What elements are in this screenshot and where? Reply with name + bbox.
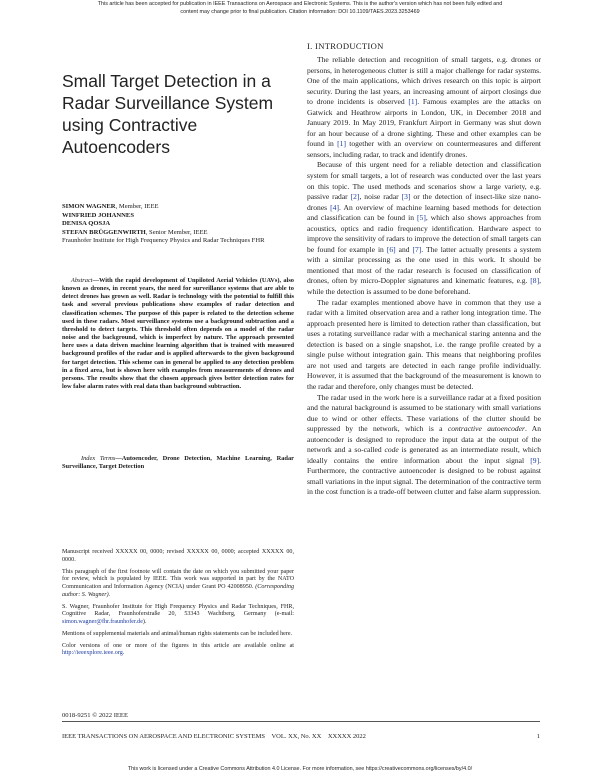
citation-link[interactable]: [9]	[530, 455, 540, 465]
body-text: or the detection of insect-like size nano-drones	[307, 192, 541, 212]
footnote-funding: This paragraph of the first footnote will contain the date on which you submitted your paper for review, which is populated by IEEE. This work was supported in part by the NATO Communication and Information Agency (NCIA) under Grant PO 42008950. (Corresponding author: S. Wagner).	[62, 568, 294, 598]
author-name: SIMON WAGNER	[62, 203, 116, 210]
index-terms-lead: Index Terms	[80, 455, 116, 462]
citation-link[interactable]: [8]	[530, 276, 540, 286]
footer-rule	[62, 721, 540, 722]
citation-link[interactable]: [1]	[408, 97, 418, 107]
citation-link[interactable]: [2]	[350, 192, 360, 202]
author-block	[62, 203, 294, 246]
author	[62, 220, 294, 229]
index-terms-text: —Autoencoder, Drone Detection, Machine Learning, Radar Surveillance, Target Detection	[62, 455, 295, 471]
intro-paragraph-2	[307, 160, 541, 297]
body-text: is generated as an intermediate result, which ideally contains the entire information about the input signal	[307, 445, 541, 465]
abstract-lead: Abstract	[70, 277, 93, 284]
top-banner	[0, 0, 600, 16]
paper-title: Small Target Detection in a Radar Surveillance System using Contractive Autoencoders	[62, 71, 274, 157]
intro-paragraph-3	[307, 298, 541, 393]
corresponding-author: (Corresponding author: S. Wagner).	[62, 584, 294, 598]
citation-link[interactable]: [6]	[386, 244, 396, 254]
first-page-notes	[62, 549, 294, 662]
emphasis-text: code	[384, 445, 399, 455]
body-text: The reliable detection and recognition of small targets, e.g. drones or persons, in heterogeneous clutter is still a major challenge for radar systems. One of the main applications, which drives research on this topic is airport security. During the last years, an increasing amount of airport closings due to drone incidents is observed	[307, 55, 541, 107]
citation-link[interactable]: [4]	[330, 202, 339, 212]
body-text: The radar examples mentioned above have in common that they use a radar with a limited observation area and a rather long integration time. The approach presented here is limited to detection rather than classification, but uses a rotating surveillance radar with a mechanical staring antenna and the detection is based on a single snapshot, i.e. the range profile created by a single pulse without integration gain. This means that neighboring profiles are not used and targets are detected in each range profile individually. However, it is assumed that the background of the measurement is known to the radar and therefore, only changes must be detected.	[307, 297, 541, 391]
body-text: , while the detection is assumed to be done beforehand.	[307, 276, 541, 297]
footer-journal: IEEE TRANSACTIONS ON AEROSPACE AND ELECTRONIC SYSTEMS VOL. XX, No. XX XXXXX 2022	[62, 733, 366, 740]
intro-paragraph-4	[307, 393, 541, 498]
index-terms	[62, 455, 294, 471]
body-text: . Famous examples are the attacks on Gatwick and Heathrow airports in London, UK, in December 2018 and January 2019. In May 2019, Frankfurt Airport in Germany was shut down for an hour because of a drone sighting. These and other examples can be found in	[307, 97, 541, 149]
section-heading: I. INTRODUCTION	[307, 41, 384, 51]
body-text: . An autoencoder is designed to reproduce the input data at the output of the network and a so-called	[307, 424, 541, 455]
author	[62, 203, 294, 212]
citation-link[interactable]: [1]	[337, 139, 346, 149]
color-note: Color versions of one or more of the figures in this article are available online at http://ieeexplore.ieee.org.	[62, 642, 294, 657]
body-text: , which also shows approaches from acoustics, optics and radio frequency identification. Hardware aspect to improve the sensitivity of radars to improve the detection of small targets can be found for example in	[307, 213, 542, 254]
citation-link[interactable]: [5]	[417, 213, 426, 223]
author-name: WINFRIED JOHANNES	[62, 211, 134, 219]
affiliation: Fraunhofer Institute for High Frequency Physics and Radar Techniques FHR	[62, 237, 265, 245]
abstract	[62, 277, 294, 391]
ieeexplore-link[interactable]: http://ieeexplore.ieee.org	[62, 650, 123, 657]
author	[62, 229, 294, 238]
author-name: DENISA QOSJA	[62, 220, 111, 228]
author-role: , Senior Member, IEEE	[145, 228, 208, 236]
introduction-body	[307, 55, 541, 498]
body-text: together with an overview on countermeasures and different sensors, including radar, to track and identify drones.	[307, 139, 541, 159]
top-banner-line2: content may change prior to final publication. Citation information: DOI 10.1109/TAES.2023.3253469	[180, 9, 420, 15]
abstract-text: —With the rapid development of Unpiloted Aerial Vehicles (UAVs), also known as drones, in recent years, the need for surveillance systems that are able to detect drones has grown as well. Radar is technology with the potential to fulfill this task and several previous publications show examples of radar detection and classification schemes. The purpose of this paper is related to the detection scheme used in these radars. Most surveillance systems use a background subtraction and a threshold to detect targets. This threshold often depends on a model of the radar noise and the background, which is imperfect by nature. The approach presented here uses a data driven machine learning algorithm that is trained with measured background profiles of the radar and is applied afterwards to the given background for target detection. This scheme can in general be applied to any detection problem in a fixed area, but is shown here with examples from measurements of drones and persons. The results show that the chosen approach gives better detection rates for low false alarm rates with real data than background subtraction.	[62, 277, 295, 391]
citation-link[interactable]: [3]	[401, 192, 411, 202]
author-role: , Member, IEEE	[115, 203, 159, 210]
footer-date: XXXXX 2022	[327, 733, 366, 740]
top-banner-line1: This article has been accepted for publication in IEEE Transactions on Aerospace and Electronic Systems. This is the author's version which has not been fully edited and	[97, 1, 503, 7]
body-text: and	[395, 244, 413, 254]
email-link[interactable]: simon.wagner@fhr.fraunhofer.de	[62, 619, 143, 625]
footer-volume: VOL. XX, No. XX	[271, 733, 322, 740]
supplemental-note: Mentions of supplemental materials and animal/human rights statements can be included here.	[62, 630, 293, 637]
author	[62, 212, 294, 221]
body-text: Because of this urgent need for a reliable detection and classification system for small targets, a lot of research was conducted over the last years on this topic. The used methods and scenarios show a large variety, e.g. passive radar	[307, 160, 541, 202]
body-text: . Furthermore, the contractive autoencoder is designed to be robust against small variations in the input signal. The determination of the contractive term in the cost function is a trade-off between clutter and false alarm suppression.	[307, 455, 541, 497]
body-text: The radar used in the work here is a surveillance radar at a fixed position and the natural background is assumed to be stationary with small variations due to wind or other effects. These variations of the clutter should be suppressed by the network, which is a	[307, 392, 541, 434]
manuscript-note: Manuscript received XXXXX 00, 0000; revised XXXXX 00, 0000; accepted XXXXX 00, 0000.	[62, 549, 294, 563]
author-list	[62, 203, 294, 237]
body-text: . An overview of machine learning based methods for detection and classification can be found in	[307, 202, 541, 223]
citation-link[interactable]: [7]	[412, 244, 422, 254]
author-affiliation-note: S. Wagner, Fraunhofer Institute for High Frequency Physics and Radar Techniques, FHR, Cognitive Radar, Fraunhoferstraße 20, 53343 Wachtberg, Germany (e-mail: simon.wagner@fhr.fraunhofer.de).	[62, 603, 294, 625]
author-name: STEFAN BRÜGGENWIRTH	[62, 228, 146, 236]
bottom-banner: This work is licensed under a Creative Commons Attribution 4.0 License. For more information, see https://creativecommons.org/licenses/by/4.0/	[127, 766, 473, 772]
intro-paragraph-1	[307, 55, 541, 160]
copyright: 0018-9251 © 2022 IEEE	[62, 712, 128, 719]
body-text: . The latter actually presents a system with a similar processing as the one used in this work. It should be mentioned that most of the radar research is focused on classification of drones, often by micro-Doppler signatures and kinematic features, e.g.	[307, 244, 542, 286]
body-text: , noise radar	[359, 192, 402, 202]
page-number: 1	[536, 733, 540, 740]
emphasis-text: contractive autoencoder	[447, 424, 525, 434]
